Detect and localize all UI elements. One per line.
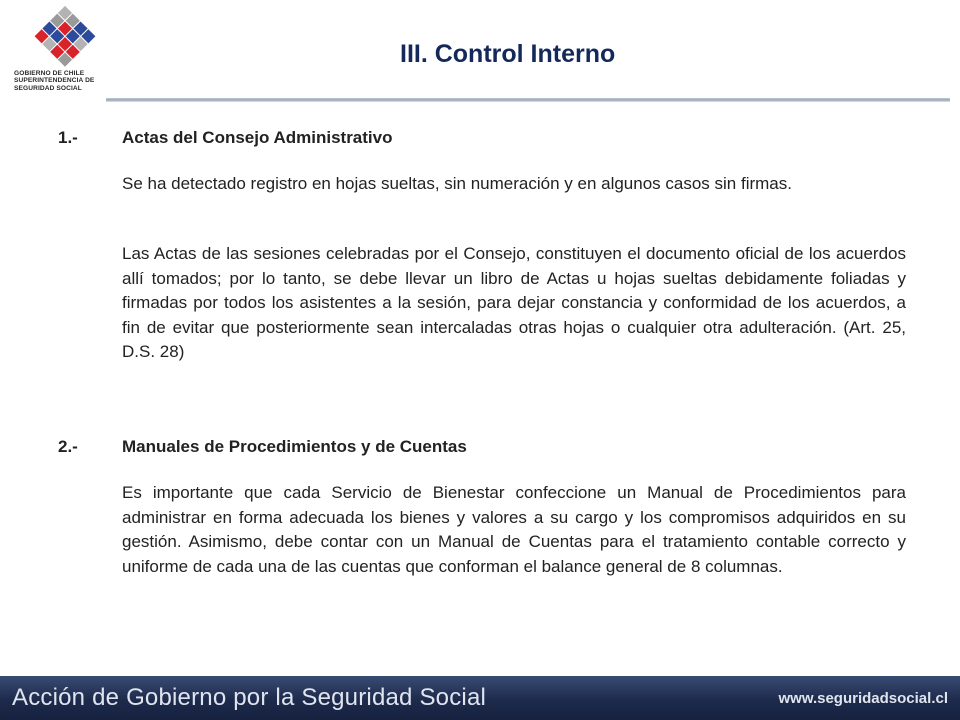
section-1-number: 1.- <box>58 128 78 147</box>
logo-line: SUPERINTENDENCIA DE <box>14 77 95 85</box>
logo-emblem-icon <box>34 6 96 68</box>
footer-slogan: Acción de Gobierno por la Seguridad Social <box>12 684 487 711</box>
logo-line: GOBIERNO DE CHILE <box>14 70 85 77</box>
section-2-title: Manuales de Procedimientos y de Cuentas <box>122 437 467 456</box>
gobierno-de-chile-logo <box>14 6 116 98</box>
footer-bar <box>0 676 960 720</box>
section-1-title: Actas del Consejo Administrativo <box>122 128 393 147</box>
section-2-paragraph-1: Es importante que cada Servicio de Bienestar confeccione un Manual de Procedimientos para administrar en forma adecuada los bienes y valores a su cargo y los compromisos adquiridos en su gestión. Asimismo, debe contar con un Manual de Cuentas para el tratamiento contable correcto y uniforme de cada una de las cuentas que conforman el balance general de 8 columnas. <box>122 483 906 576</box>
section-1-paragraph-2: Las Actas de las sesiones celebradas por el Consejo, constituyen el documento oficial de los acuerdos allí tomados; por lo tanto, se debe llevar un libro de Actas u hojas sueltas debidamente foliadas y firmadas por todos los asistentes a la sesión, para dejar constancia y conformidad de los acuerdos, a fin de evitar que posteriormente sean intercaladas otras hojas o cualquier otra adulteración. (Art. 25, D.S. 28) <box>122 244 906 361</box>
footer-website-link[interactable]: www.seguridadsocial.cl <box>778 690 948 707</box>
logo-text <box>14 70 116 92</box>
section-1-paragraph-1: Se ha detectado registro en hojas sueltas, sin numeración y en algunos casos sin firmas. <box>122 174 792 193</box>
page-title: III. Control Interno <box>400 40 616 68</box>
section-2-number: 2.- <box>58 437 78 456</box>
header-divider <box>106 98 950 102</box>
logo-line: SEGURIDAD SOCIAL <box>14 84 82 92</box>
